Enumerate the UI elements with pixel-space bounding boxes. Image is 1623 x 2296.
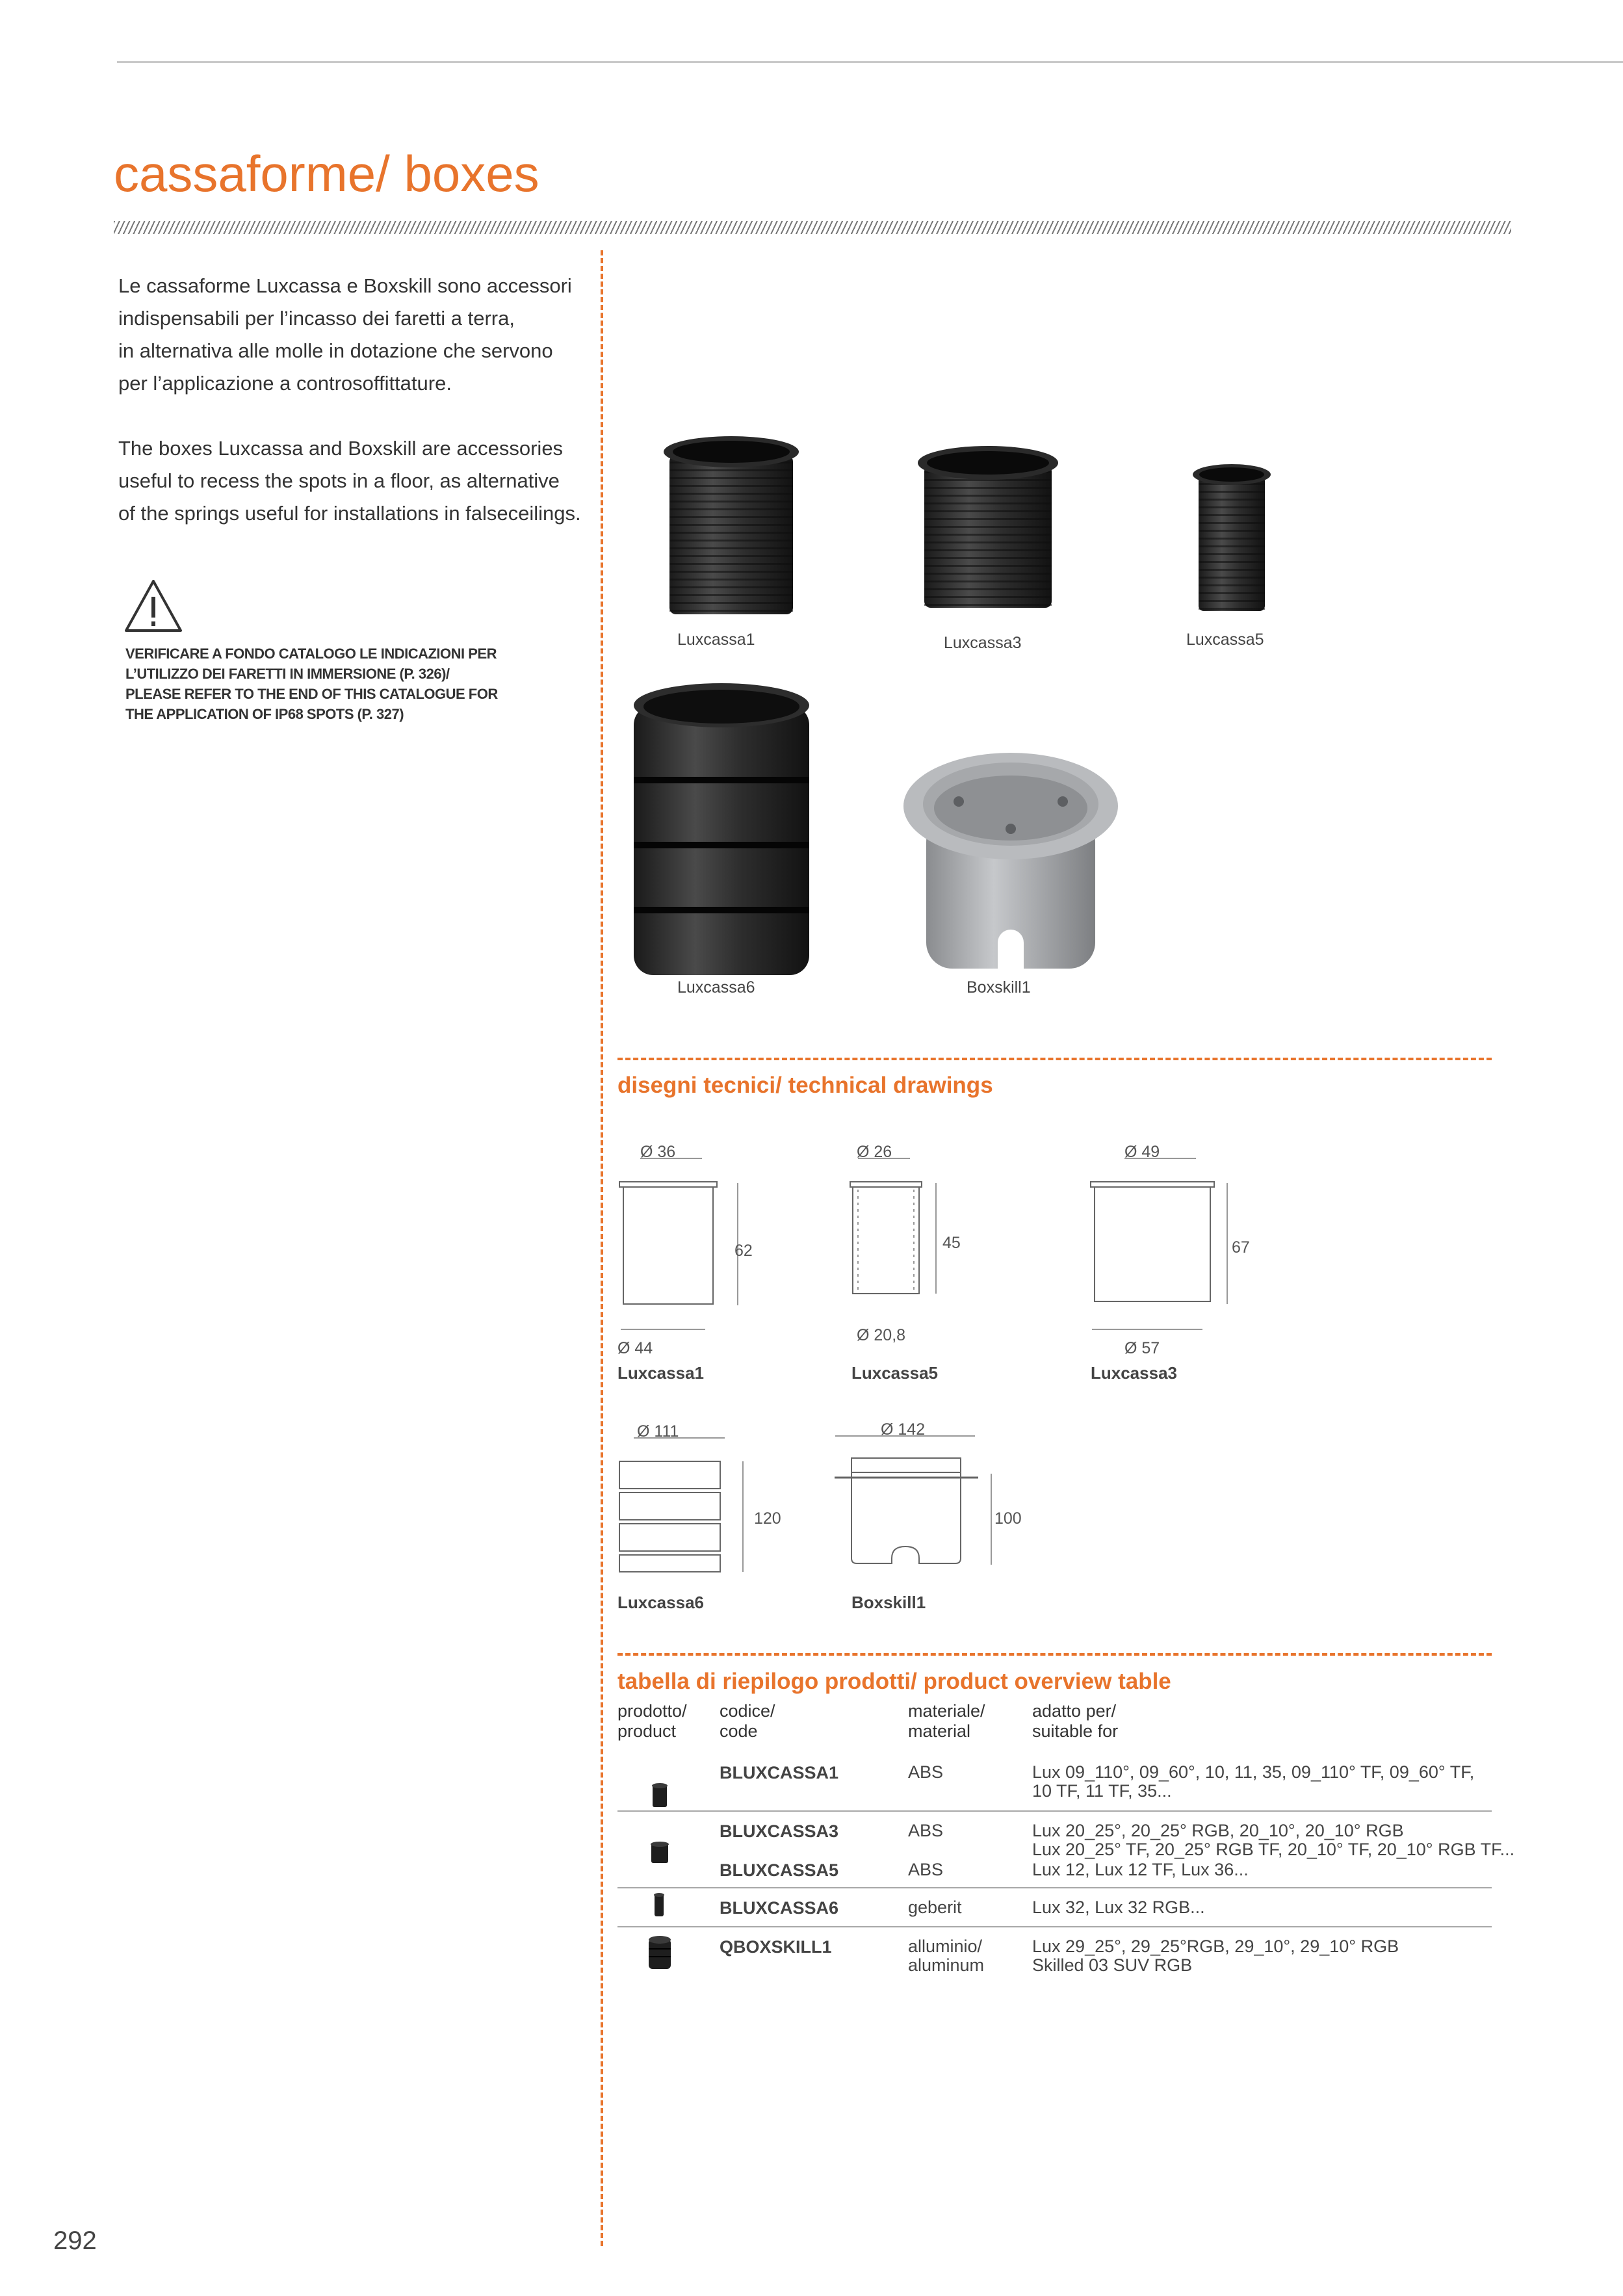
row-divider — [617, 1810, 1492, 1812]
dim-top: Ø 36 — [640, 1143, 676, 1161]
warning-line: L’UTILIZZO DEI FARETTI IN IMMERSIONE (P. 326)/ — [125, 666, 450, 682]
page-title: cassaforme/ boxes — [114, 145, 539, 202]
row-material: ABS — [908, 1860, 944, 1879]
intro-italian — [118, 270, 572, 400]
dim-bottom: Ø 57 — [1124, 1339, 1160, 1357]
product-thumb-icon — [650, 1841, 669, 1864]
warning-line: VERIFICARE A FONDO CATALOGO LE INDICAZIONI PER — [125, 646, 497, 662]
row-material: alluminio/ aluminum — [908, 1937, 985, 1975]
dim-height: 100 — [994, 1509, 1022, 1528]
row-material: geberit — [908, 1898, 962, 1917]
row-material: ABS — [908, 1762, 944, 1782]
row-material: ABS — [908, 1821, 944, 1840]
drawing-luxcassa3 — [1085, 1157, 1241, 1333]
drawing-name: Luxcassa6 — [617, 1593, 704, 1612]
dim-height: 120 — [754, 1509, 781, 1528]
hatched-rule — [114, 221, 1511, 234]
column-divider — [601, 250, 603, 2246]
caption-luxcassa6: Luxcassa6 — [677, 978, 755, 997]
intro-line: indispensabili per l’incasso dei faretti a terra, — [118, 307, 515, 330]
section-rule — [617, 1653, 1492, 1656]
luxcassa1-photo — [656, 432, 806, 621]
dim-bottom: Ø 44 — [617, 1339, 653, 1357]
intro-english — [118, 432, 581, 530]
row-code: QBOXSKILL1 — [720, 1937, 832, 1957]
drawing-luxcassa6 — [614, 1437, 757, 1580]
intro-line: The boxes Luxcassa and Boxskill are accessories — [118, 437, 564, 460]
drawing-name: Boxskill1 — [851, 1593, 926, 1612]
drawings-heading: disegni tecnici/ technical drawings — [617, 1073, 993, 1098]
col-header-suitable: adatto per/ suitable for — [1032, 1701, 1119, 1741]
warning-line: PLEASE REFER TO THE END OF THIS CATALOGUE FOR — [125, 686, 498, 702]
section-rule — [617, 1058, 1492, 1060]
dim-top: Ø 26 — [857, 1143, 892, 1161]
col-header-code: codice/ code — [720, 1701, 775, 1741]
dim-height: 45 — [942, 1234, 961, 1252]
row-divider — [617, 1887, 1492, 1888]
row-divider — [617, 1926, 1492, 1927]
row-suitable: Lux 12, Lux 12 TF, Lux 36... — [1032, 1860, 1249, 1879]
col-header-material: materiale/ material — [908, 1701, 985, 1741]
luxcassa6-photo — [627, 679, 816, 985]
intro-line: Le cassaforme Luxcassa e Boxskill sono accessori — [118, 274, 572, 297]
row-suitable: Lux 20_25°, 20_25° RGB, 20_10°, 20_10° RGB Lux 20_25° TF, 20_25° RGB TF, 20_10° TF, 20_10° RGB TF... — [1032, 1821, 1515, 1859]
caption-luxcassa3: Luxcassa3 — [944, 634, 1022, 652]
product-thumb-icon — [651, 1782, 668, 1808]
luxcassa3-photo — [910, 442, 1066, 614]
drawing-boxskill1 — [832, 1435, 1007, 1578]
caption-luxcassa5: Luxcassa5 — [1186, 631, 1264, 649]
col-header-product: prodotto/ product — [617, 1701, 687, 1741]
intro-line: useful to recess the spots in a floor, as alternative — [118, 469, 560, 492]
drawing-name: Luxcassa5 — [851, 1363, 938, 1383]
dim-top: Ø 111 — [637, 1422, 679, 1441]
boxskill1-photo — [900, 744, 1121, 978]
row-code: BLUXCASSA6 — [720, 1898, 839, 1918]
intro-line: per l’applicazione a controsoffittature. — [118, 372, 452, 395]
warning-note — [125, 644, 498, 724]
dim-top: Ø 49 — [1124, 1143, 1160, 1161]
intro-line: of the springs useful for installations in falseceilings. — [118, 502, 581, 525]
drawing-luxcassa1 — [614, 1157, 744, 1333]
caption-luxcassa1: Luxcassa1 — [677, 631, 755, 649]
row-code: BLUXCASSA1 — [720, 1763, 839, 1782]
row-code: BLUXCASSA3 — [720, 1821, 839, 1841]
drawing-name: Luxcassa3 — [1091, 1363, 1177, 1383]
warning-icon — [123, 579, 183, 633]
luxcassa5-photo — [1189, 462, 1274, 618]
warning-line: THE APPLICATION OF IP68 SPOTS (P. 327) — [125, 706, 404, 722]
caption-boxskill1: Boxskill1 — [967, 978, 1031, 997]
intro-line: in alternativa alle molle in dotazione che servono — [118, 339, 553, 362]
row-suitable: Lux 32, Lux 32 RGB... — [1032, 1898, 1205, 1917]
row-suitable: Lux 09_110°, 09_60°, 10, 11, 35, 09_110° TF, 09_60° TF, 10 TF, 11 TF, 35... — [1032, 1762, 1475, 1801]
dim-height: 67 — [1232, 1238, 1250, 1257]
product-thumb-icon — [647, 1934, 673, 1970]
dim-top: Ø 142 — [881, 1420, 926, 1439]
top-rule — [117, 61, 1623, 63]
drawing-name: Luxcassa1 — [617, 1363, 704, 1383]
product-thumb-icon — [653, 1892, 666, 1918]
dim-height: 62 — [734, 1242, 753, 1260]
dim-bottom: Ø 20,8 — [857, 1326, 906, 1344]
row-code: BLUXCASSA5 — [720, 1860, 839, 1880]
page-number: 292 — [53, 2226, 97, 2255]
table-heading: tabella di riepilogo prodotti/ product overview table — [617, 1669, 1171, 1694]
row-suitable: Lux 29_25°, 29_25°RGB, 29_10°, 29_10° RGB Skilled 03 SUV RGB — [1032, 1937, 1399, 1975]
